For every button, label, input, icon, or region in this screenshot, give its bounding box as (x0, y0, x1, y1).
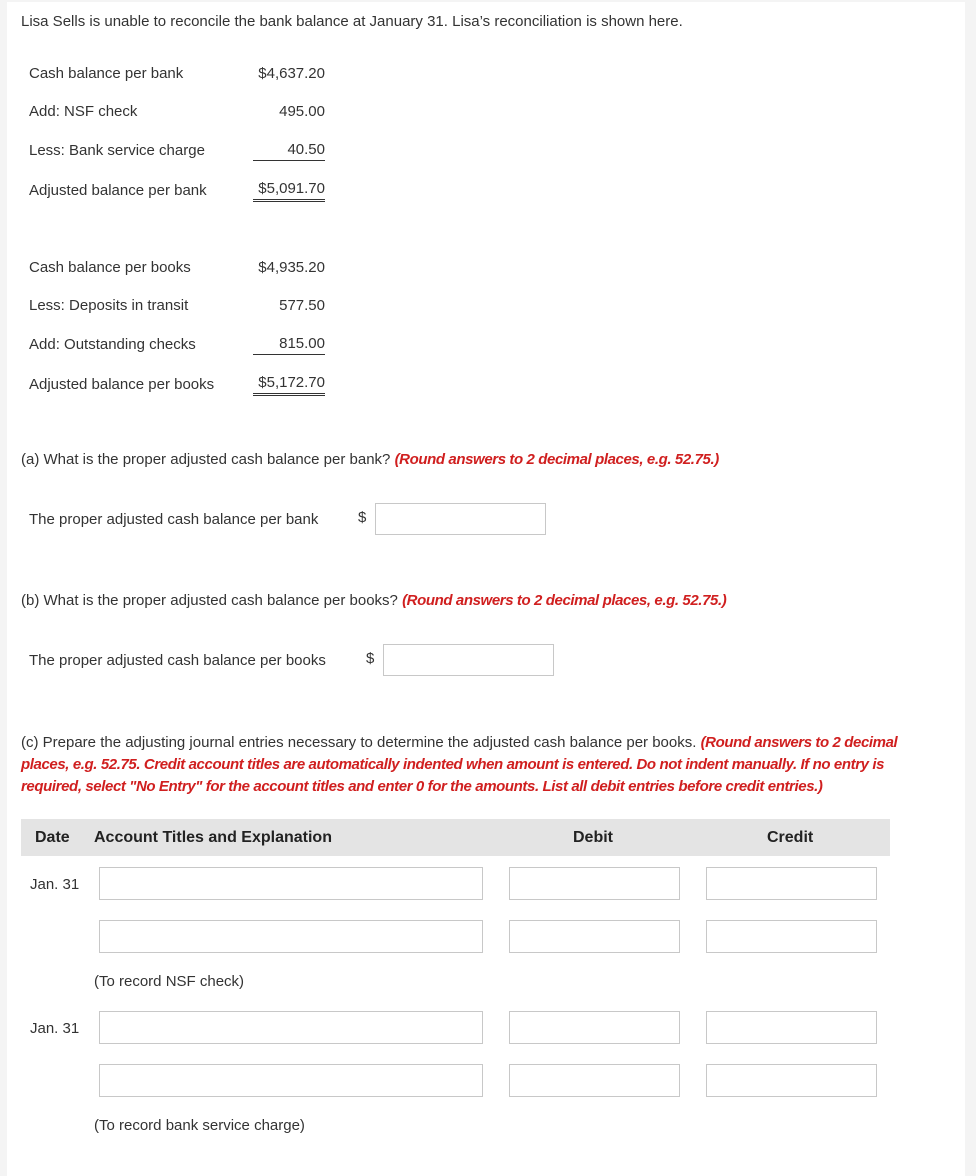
date-column-header: Date (35, 829, 70, 846)
part-a-question (21, 451, 719, 469)
recon-label: Less: Bank service charge (29, 142, 205, 159)
adjusted-bank-balance-input[interactable] (375, 503, 546, 535)
answer-label: The proper adjusted cash balance per books (29, 652, 326, 669)
credit-input[interactable] (706, 1011, 877, 1044)
debit-column-header: Debit (573, 829, 613, 846)
recon-total-amount: $5,172.70 (253, 374, 325, 396)
recon-amount: 495.00 (279, 103, 325, 120)
recon-amount: 815.00 (253, 335, 325, 355)
question-text: (b) What is the proper adjusted cash balance per books? (21, 592, 398, 609)
recon-label: Add: Outstanding checks (29, 336, 196, 353)
journal-table-header (21, 819, 890, 856)
account-column-header: Account Titles and Explanation (94, 829, 332, 846)
debit-input[interactable] (509, 920, 680, 953)
journal-instruction: (Round answers to 2 decimal places, e.g. 52.75. Credit account titles are automatically indented when amount is entered. Do not indent manually. If no entry is required, select "No Entry" for the account titles and enter 0 for the amounts. List all debit entries before credit entries.) (21, 734, 898, 795)
account-title-input[interactable] (99, 1011, 483, 1044)
part-b-question (21, 592, 726, 610)
debit-input[interactable] (509, 867, 680, 900)
currency-symbol: $ (358, 509, 367, 526)
credit-input[interactable] (706, 920, 877, 953)
credit-column-header: Credit (767, 829, 814, 846)
part-c-question (21, 732, 921, 798)
account-title-input[interactable] (99, 867, 483, 900)
entry-date: Jan. 31 (30, 1020, 80, 1037)
question-text: (a) What is the proper adjusted cash balance per bank? (21, 451, 391, 468)
credit-input[interactable] (706, 867, 877, 900)
debit-input[interactable] (509, 1064, 680, 1097)
recon-total-amount: $5,091.70 (253, 180, 325, 202)
intro-text: Lisa Sells is unable to reconcile the bank balance at January 31. Lisa’s reconciliation is shown here. (21, 13, 683, 30)
adjusted-books-balance-input[interactable] (383, 644, 554, 676)
answer-label: The proper adjusted cash balance per bank (29, 511, 319, 528)
credit-input[interactable] (706, 1064, 877, 1097)
recon-label: Less: Deposits in transit (29, 297, 189, 314)
entry-explanation: (To record bank service charge) (94, 1117, 305, 1134)
recon-label: Cash balance per books (29, 259, 191, 276)
account-title-input[interactable] (99, 920, 483, 953)
question-text: (c) Prepare the adjusting journal entries necessary to determine the adjusted cash balance per books. (21, 734, 697, 751)
recon-amount: $4,935.20 (258, 259, 325, 276)
recon-total-label: Adjusted balance per bank (29, 182, 207, 199)
recon-label: Add: NSF check (29, 103, 138, 120)
rounding-instruction: (Round answers to 2 decimal places, e.g. 52.75.) (402, 592, 727, 609)
recon-total-label: Adjusted balance per books (29, 376, 215, 393)
currency-symbol: $ (366, 650, 375, 667)
recon-label: Cash balance per bank (29, 65, 184, 82)
entry-date: Jan. 31 (30, 876, 80, 893)
entry-explanation: (To record NSF check) (94, 973, 245, 990)
recon-amount: 40.50 (253, 141, 325, 161)
recon-amount: 577.50 (279, 297, 325, 314)
account-title-input[interactable] (99, 1064, 483, 1097)
recon-amount: $4,637.20 (258, 65, 325, 82)
question-panel (7, 2, 965, 1176)
rounding-instruction: (Round answers to 2 decimal places, e.g. 52.75.) (394, 451, 719, 468)
debit-input[interactable] (509, 1011, 680, 1044)
